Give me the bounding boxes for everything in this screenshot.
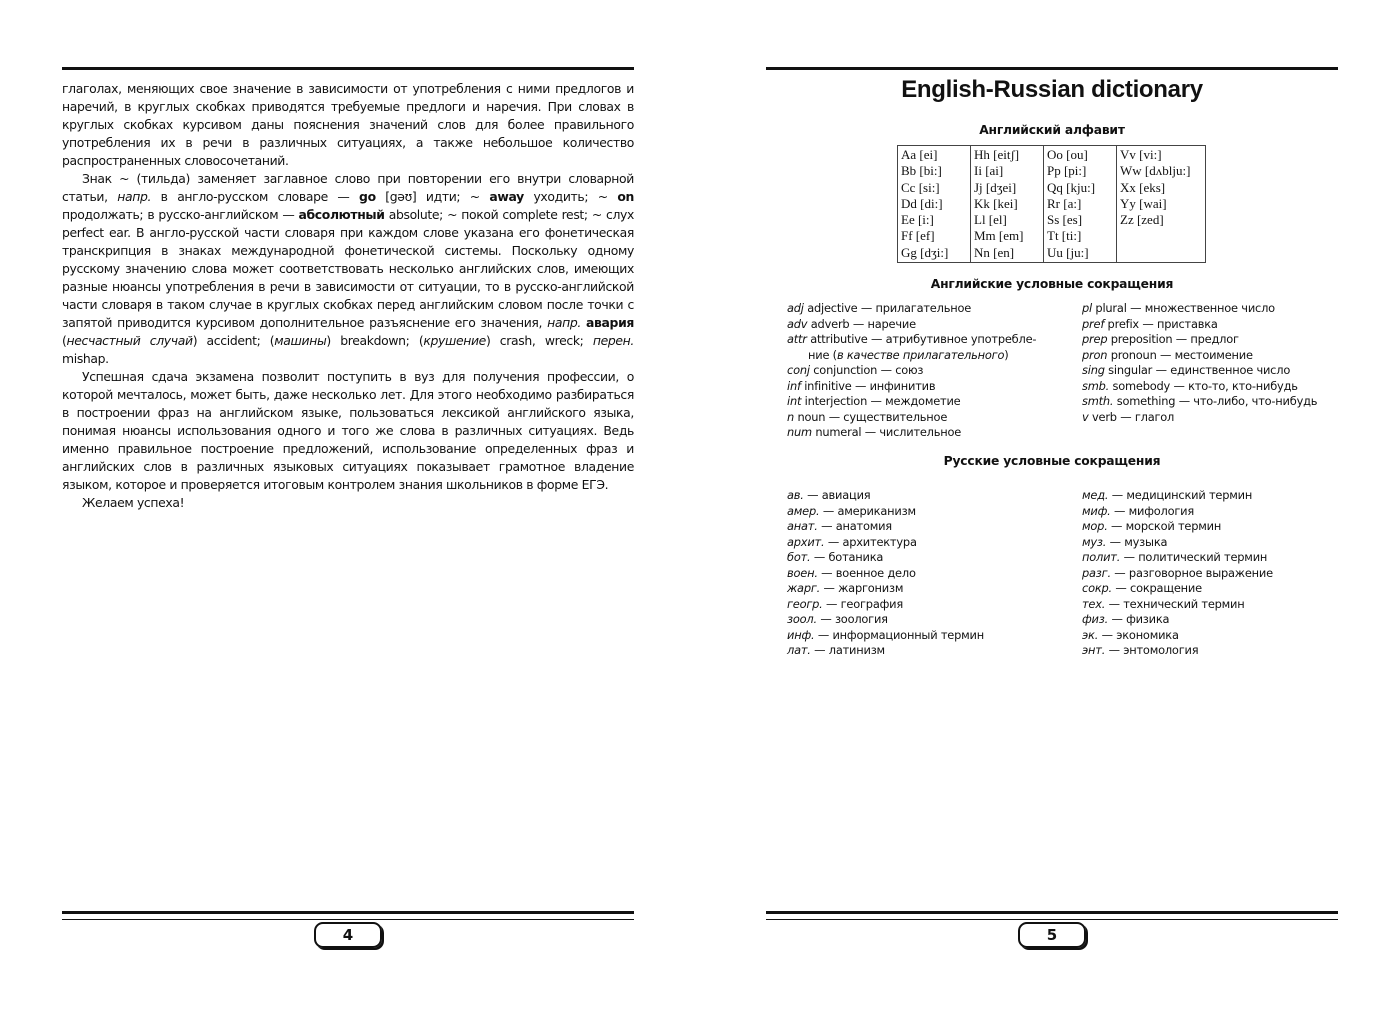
abbr-term: adj	[787, 301, 804, 315]
abbr-entry	[1082, 379, 1317, 395]
abbr-meaning: prefix — приставка	[1104, 316, 1218, 331]
abbr-meaning: — ботаника	[810, 550, 884, 564]
abbr-meaning: — технический термин	[1105, 596, 1245, 611]
abbr-term: pref	[1082, 316, 1105, 331]
alphabet-column-2	[971, 146, 1044, 263]
p2-text-8: (	[62, 333, 67, 348]
paragraph-1: глаголах, меняющих свое значение в зависимости от употребления с ними предлогов и наречий, в круглых скобках приводятся требуемые предлоги и наречия. При словах в круглых скобках курсивом даны пояснения значений слов для более правильного употребления их в речи в различных ситуациях, а также небольшое количество распространенных словосочетаний.	[62, 81, 634, 168]
alphabet-title: Английский алфавит	[979, 123, 1125, 137]
p2-text-5: продолжать; в русско-английском —	[62, 207, 299, 222]
alphabet-letter: Xx [eks]	[1120, 179, 1166, 195]
alphabet-letter: Kk [kei]	[974, 195, 1018, 211]
abbr-entry	[1082, 410, 1317, 426]
abbr-entry	[787, 425, 1036, 441]
abbr-term: амер.	[787, 503, 820, 518]
abbr-term: жарг.	[787, 581, 821, 595]
abbr-entry	[787, 332, 1036, 348]
abbr-entry	[1082, 535, 1273, 551]
abbr-entry	[787, 628, 984, 644]
alphabet-column-1	[898, 146, 971, 263]
p2-text-10: ) breakdown; (	[326, 333, 424, 348]
p2-bold-2: away	[489, 189, 524, 204]
abbr-term: num	[787, 425, 812, 439]
right-bottom-rule	[766, 911, 1338, 920]
alphabet-letter: Ss [es]	[1047, 212, 1083, 228]
abbr-meaning: plural — множественное число	[1092, 301, 1275, 315]
abbr-entry	[1082, 488, 1273, 504]
abbr-meaning: adjective — прилагательное	[803, 301, 972, 315]
abbr-entry	[787, 581, 984, 597]
p2-text-12: mishap.	[62, 351, 109, 366]
abbr-entry-continuation	[787, 348, 1036, 364]
alphabet-letter: Ll [el]	[974, 212, 1007, 228]
abbr-entry	[1082, 643, 1273, 659]
abbr-meaning: — зоология	[816, 612, 888, 626]
abbr-entry	[787, 504, 984, 520]
abbr-term: ав.	[787, 488, 804, 502]
right-page-number: 5	[1018, 922, 1086, 948]
alphabet-letter: Zz [zed]	[1120, 212, 1164, 228]
alphabet-letter: Aa [ei]	[901, 147, 938, 162]
abbr-entry	[787, 597, 984, 613]
abbr-meaning: singular — единственное число	[1104, 363, 1291, 377]
abbr-term: анат.	[787, 519, 818, 533]
abbr-meaning: pronoun — местоимение	[1107, 347, 1253, 362]
alphabet-letter: Bb [bi:]	[901, 163, 942, 179]
english-abbr-right-column	[1082, 301, 1317, 425]
abbr-term: attr	[787, 332, 807, 346]
p2-text-2: в англо-русском словаре —	[151, 189, 360, 204]
left-body-text	[62, 80, 634, 512]
alphabet-letter: Pp [pi:]	[1047, 163, 1087, 179]
right-page	[700, 0, 1400, 1011]
left-page-number: 4	[314, 922, 382, 948]
p2-bold-5: авария	[586, 315, 635, 330]
p2-italic-6: перен.	[592, 333, 634, 348]
abbr-entry	[1082, 550, 1273, 566]
abbr-meaning: numeral — числительное	[811, 425, 962, 439]
abbr-meaning: — география	[822, 596, 903, 611]
p2-text-9: ) accident; (	[192, 333, 275, 348]
abbr-meaning: — медицинский термин	[1108, 488, 1253, 502]
abbr-meaning: — военное дело	[817, 565, 916, 580]
abbr-meaning: — политический термин	[1120, 550, 1268, 564]
english-abbr-left-column	[787, 301, 1036, 441]
alphabet-column-4	[1117, 146, 1206, 263]
left-bottom-rule	[62, 911, 634, 920]
abbr-meaning: conjunction — союз	[809, 363, 924, 377]
abbr-entry	[787, 363, 1036, 379]
abbr-entry	[787, 535, 984, 551]
alphabet-letter: Ee [i:]	[901, 212, 934, 228]
abbr-meaning: noun — существительное	[794, 409, 948, 424]
abbr-entry	[787, 301, 1036, 317]
abbr-meaning: — экономика	[1098, 627, 1179, 642]
alphabet-letter: Jj [dʒei]	[974, 179, 1017, 195]
abbr-entry	[787, 566, 984, 582]
alphabet-letter: Nn [en]	[974, 244, 1015, 260]
abbr-term: pron	[1082, 347, 1108, 362]
abbr-entry	[1082, 581, 1273, 597]
paragraph-2	[62, 170, 634, 368]
abbr-entry	[787, 317, 1036, 333]
english-abbr-title: Английские условные сокращения	[930, 277, 1174, 291]
abbr-term: муз.	[1082, 534, 1107, 549]
abbr-entry	[1082, 504, 1273, 520]
abbr-meaning: — архитектура	[824, 534, 917, 549]
p2-italic-1: напр.	[117, 189, 152, 204]
p2-text-4: уходить; ~	[523, 189, 618, 204]
alphabet-letter: Ww [dʌblju:]	[1120, 163, 1191, 179]
abbr-meaning: attributive — атрибутивное употребле-	[806, 332, 1037, 346]
abbr-term: миф.	[1082, 503, 1111, 518]
abbr-term: разг.	[1082, 565, 1111, 580]
abbr-entry	[1082, 348, 1317, 364]
abbr-term: inf	[787, 378, 801, 393]
paragraph-4: Желаем успеха!	[82, 495, 185, 510]
abbr-term: smth.	[1082, 394, 1114, 408]
abbr-term: лат.	[787, 643, 811, 657]
abbr-term: n	[787, 409, 795, 424]
abbr-meaning: interjection — междометие	[801, 394, 961, 408]
abbr-term: тех.	[1082, 596, 1106, 611]
abbr-term: мор.	[1082, 519, 1108, 533]
p2-bold-3: on	[617, 189, 635, 204]
abbr-term: сокр.	[1082, 581, 1112, 595]
p2-text-6: absolute; ~ покой complete rest; ~ слух perfect ear. В англо-русской части словаря при каждом слове указана его фонетическая транскрипция в знаках международной фонетической системы. Поскольку одному русскому значению слова может соответствовать несколько английских слов, имеющих разные нюансы употребления в речи в зависимости от ситуации, то в русско-английской части словаря в таком случае в круглых скобках перед английским словом после точки с запятой приводится курсивом дополнительное разъяснение его значения,	[62, 207, 634, 330]
alphabet-letter: Qq [kju:]	[1047, 179, 1096, 195]
abbr-entry	[1082, 363, 1317, 379]
abbr-term: полит.	[1082, 550, 1121, 564]
alphabet-letter: Tt [ti:]	[1047, 228, 1082, 244]
abbr-term: бот.	[787, 550, 811, 564]
abbr-term: архит.	[787, 534, 825, 549]
abbr-term: v	[1082, 409, 1089, 424]
abbr-term: зоол.	[787, 612, 817, 626]
russian-abbr-right-column	[1082, 488, 1273, 659]
abbr-entry	[1082, 628, 1273, 644]
russian-abbr-left-column	[787, 488, 984, 659]
abbr-term: геогр.	[787, 596, 823, 611]
abbr-entry	[787, 394, 1036, 410]
abbr-term: int	[787, 394, 802, 408]
abbr-term: физ.	[1082, 612, 1109, 626]
abbr-term: воен.	[787, 565, 818, 580]
abbr-meaning: — жаргонизм	[820, 581, 904, 595]
abbr-entry	[787, 488, 984, 504]
abbr-meaning: — авиация	[803, 488, 871, 502]
alphabet-letter: Uu [ju:]	[1047, 244, 1089, 260]
abbr-meaning: ние (	[808, 347, 837, 362]
alphabet-letter: Oo [ou]	[1047, 147, 1088, 162]
alphabet-letter: Mm [em]	[974, 228, 1024, 244]
abbr-meaning: — морской термин	[1107, 519, 1222, 533]
left-top-rule	[62, 67, 634, 70]
alphabet-column-3	[1044, 146, 1117, 263]
alphabet-letter: Hh [eitʃ]	[974, 147, 1020, 162]
p2-bold-4: абсолютный	[298, 207, 385, 222]
paragraph-3: Успешная сдача экзамена позволит поступить в вуз для получения профессии, о которой мечталось, может быть, даже несколько лет. Для этого необходимо разбираться в построении фраз на английском языке, пользоваться лексикой английского языка, понимая нюансы использования одного и того же слова в различных ситуациях. Ведь именно правильное построение предложений, использование определенных фраз и английских слов в различных языковых ситуациях показывает грамотное владение языком, которое и проверяется итоговым контролем знания школьников в форме ЕГЭ.	[62, 369, 634, 492]
p2-italic-3: несчастный случай	[66, 333, 193, 348]
abbr-meaning: — американизм	[819, 503, 916, 518]
abbr-entry	[787, 410, 1036, 426]
p2-bold-1: go	[359, 189, 376, 204]
alphabet-letter: Yy [wai]	[1120, 195, 1167, 211]
p2-text-11: ) crash, wreck;	[485, 333, 593, 348]
alphabet-table	[897, 145, 1206, 263]
alphabet-letter: Vv [vi:]	[1120, 147, 1162, 162]
abbr-meaning: verb — глагол	[1088, 409, 1175, 424]
abbr-entry	[1082, 332, 1317, 348]
p2-italic-5: крушение	[423, 333, 486, 348]
abbr-meaning: — мифология	[1110, 503, 1194, 518]
alphabet-letter: Cc [si:]	[901, 179, 940, 195]
abbr-meaning: — латинизм	[810, 643, 885, 657]
abbr-meaning: — физика	[1108, 612, 1170, 626]
abbr-meaning: adverb — наречие	[807, 316, 916, 331]
abbr-meaning: something — что-либо, что-нибудь	[1113, 394, 1318, 408]
abbr-entry	[1082, 612, 1273, 628]
abbr-term: adv	[787, 316, 808, 331]
abbr-entry	[1082, 519, 1273, 535]
abbr-meaning: — энтомология	[1105, 643, 1199, 657]
dictionary-title: English-Russian dictionary	[901, 76, 1203, 103]
abbr-entry	[1082, 317, 1317, 333]
abbr-meaning: infinitive — инфинитив	[800, 378, 936, 393]
abbr-term: conj	[787, 363, 810, 377]
abbr-entry	[1082, 394, 1317, 410]
right-top-rule	[766, 67, 1338, 70]
abbr-meaning: — сокращение	[1111, 581, 1202, 595]
alphabet-letter: Ii [ai]	[974, 163, 1004, 179]
russian-abbr-title: Русские условные сокращения	[943, 454, 1161, 468]
alphabet-letter: Rr [a:]	[1047, 195, 1082, 211]
abbr-meaning-italic: в качестве прилагательного	[836, 347, 1005, 362]
abbr-meaning: — музыка	[1106, 534, 1168, 549]
abbr-meaning: — разговорное выражение	[1110, 565, 1273, 580]
abbr-term: мед.	[1082, 488, 1109, 502]
p2-text-1: Знак ~ (тильда) заменяет заглавное слово при повторении его внутри словарной статьи,	[62, 171, 634, 204]
p2-italic-2: напр.	[547, 315, 581, 330]
abbr-entry	[1082, 301, 1317, 317]
abbr-entry	[787, 612, 984, 628]
alphabet-letter: Gg [dʒi:]	[901, 244, 949, 260]
abbr-term: pl	[1082, 301, 1092, 315]
alphabet-letter: Ff [ef]	[901, 228, 935, 244]
abbr-entry	[1082, 566, 1273, 582]
p2-italic-4: машины	[274, 333, 327, 348]
abbr-meaning: — анатомия	[817, 519, 892, 533]
abbr-meaning: preposition — предлог	[1107, 332, 1239, 346]
abbr-meaning: )	[1004, 347, 1009, 362]
abbr-entry	[787, 550, 984, 566]
abbr-entry	[787, 643, 984, 659]
abbr-entry	[787, 379, 1036, 395]
p2-text-3: [gəʊ] идти; ~	[375, 189, 490, 204]
abbr-meaning: somebody — кто-то, кто-нибудь	[1109, 378, 1298, 393]
alphabet-letter: Dd [di:]	[901, 195, 943, 211]
abbr-term: эк.	[1082, 627, 1099, 642]
abbr-entry	[1082, 597, 1273, 613]
abbr-term: smb.	[1082, 378, 1110, 393]
abbr-entry	[787, 519, 984, 535]
abbr-term: prep	[1082, 332, 1108, 346]
abbr-meaning: — информационный термин	[814, 627, 984, 642]
abbr-term: sing	[1082, 363, 1105, 377]
abbr-term: энт.	[1082, 643, 1106, 657]
abbr-term: инф.	[787, 627, 815, 642]
